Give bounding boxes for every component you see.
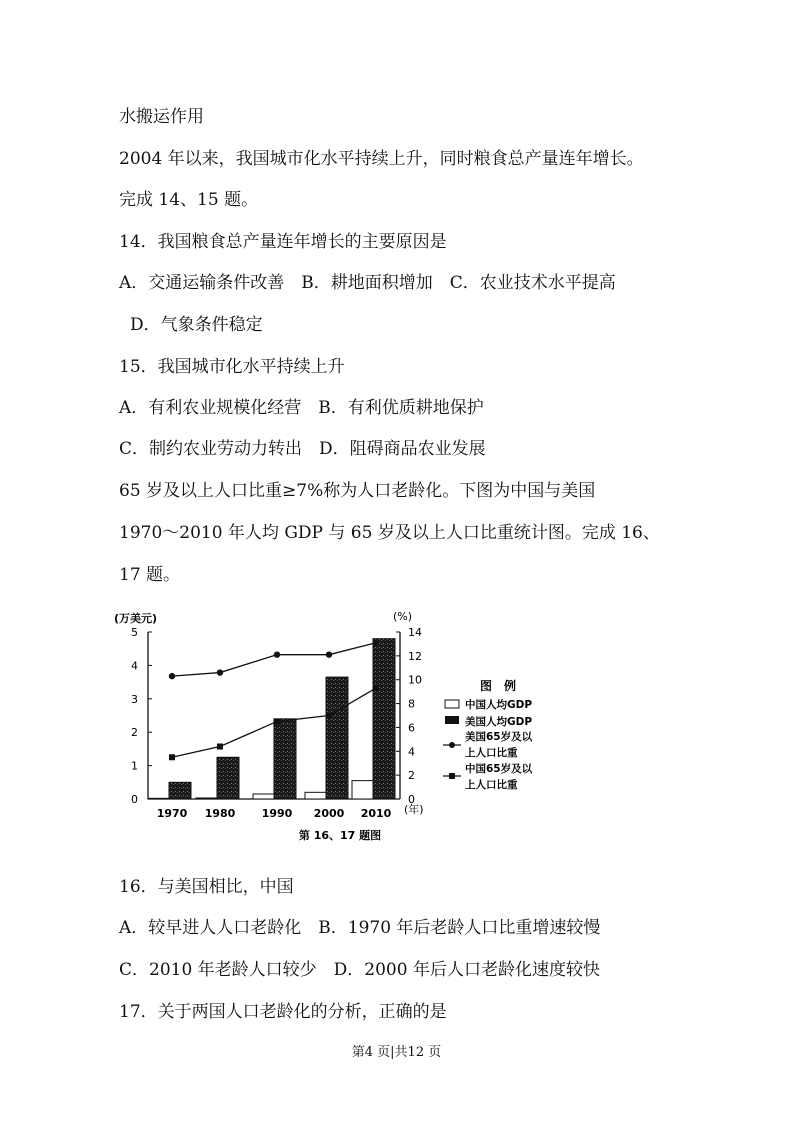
right-tick-label: 8 (408, 697, 415, 711)
question-15-options-ab: A．有利农业规模化经营 B．有利优质耕地保护 (119, 398, 484, 418)
chart-caption: 第 16、17 题图 (298, 829, 382, 842)
question-14-option-d: D．气象条件稳定 (130, 315, 263, 335)
question-15: 15．我国城市化水平持续上升 (119, 357, 345, 377)
x-tick-label: 1980 (204, 807, 236, 820)
x-axis-unit: (年) (404, 803, 424, 816)
text-line-2: 2004 年以来，我国城市化水平持续上升，同时粮食总产量连年增长。 (119, 149, 644, 169)
right-tick-label: 12 (408, 649, 422, 663)
point-usa-aging (217, 669, 223, 675)
bar-china-gdp (305, 792, 327, 799)
right-tick-label: 0 (408, 793, 415, 806)
point-china-aging (217, 744, 223, 750)
line-usa-aging (172, 643, 376, 676)
question-17: 17．关于两国人口老龄化的分析，正确的是 (119, 1002, 447, 1022)
legend-label-china-aging-2: 上人口比重 (465, 779, 518, 791)
left-axis-unit: (万美元) (114, 612, 158, 625)
intro-line-3: 17 题。 (119, 565, 181, 585)
x-tick-label: 1970 (156, 807, 188, 820)
question-16: 16．与美国相比，中国 (119, 877, 294, 897)
x-tick-label: 2010 (360, 807, 392, 820)
left-tick-label: 3 (131, 692, 138, 706)
left-tick-label: 0 (131, 793, 138, 806)
question-14-options-abc: A．交通运输条件改善 B．耕地面积增加 C．农业技术水平提高 (119, 273, 616, 293)
chart-figure (110, 602, 590, 852)
bar-china-gdp (253, 794, 275, 799)
x-tick-label: 2000 (313, 807, 345, 820)
legend-label-china-aging-1: 中国65岁及以 (465, 763, 533, 775)
intro-line-2: 1970～2010 年人均 GDP 与 65 岁及以上人口比重统计图。完成 16、 (119, 523, 660, 543)
bar-china-gdp (352, 781, 374, 799)
left-tick-label: 2 (131, 726, 138, 740)
bar-usa-gdp (169, 782, 191, 799)
intro-line-1: 65 岁及以上人口比重≥7%称为人口老龄化。下图为中国与美国 (119, 481, 596, 501)
bar-china-gdp (148, 798, 170, 799)
point-usa-aging (373, 640, 379, 646)
right-tick-label: 10 (408, 673, 422, 687)
legend-label-usa-aging-2: 上人口比重 (465, 747, 518, 759)
chart-svg (110, 602, 590, 852)
bar-usa-gdp (217, 757, 239, 799)
legend-label-usa-gdp: 美国人均GDP (465, 716, 533, 728)
legend-label-china-gdp: 中国人均GDP (465, 699, 533, 711)
legend-label-usa-aging-1: 美国65岁及以 (465, 731, 533, 743)
question-16-options-cd: C．2010 年老龄人口较少 D．2000 年后人口老龄化速度较快 (119, 960, 600, 980)
left-tick-label: 5 (131, 626, 138, 639)
text-line-3: 完成 14、15 题。 (119, 190, 259, 210)
bar-usa-gdp (373, 639, 395, 799)
right-tick-label: 4 (408, 745, 415, 759)
legend-swatch-usa-aging-marker (449, 742, 455, 748)
legend-swatch-usa-gdp (445, 716, 459, 724)
point-china-aging (169, 754, 175, 760)
point-china-aging (326, 713, 332, 719)
legend-title: 图 例 (480, 679, 517, 693)
point-usa-aging (326, 651, 332, 657)
legend-swatch-china-aging-marker (449, 773, 455, 779)
question-15-options-cd: C．制约农业劳动力转出 D．阻碍商品农业发展 (119, 439, 486, 459)
point-china-aging (373, 685, 379, 691)
point-usa-aging (274, 651, 280, 657)
question-16-options-ab: A．较早进人人口老龄化 B．1970 年后老龄人口比重增速较慢 (119, 918, 601, 938)
bar-usa-gdp (274, 719, 296, 799)
point-china-aging (274, 718, 280, 724)
right-axis-unit: (%) (393, 610, 413, 623)
left-tick-label: 1 (131, 759, 138, 773)
page-footer: 第4 页|共12 页 (351, 1045, 442, 1060)
right-tick-label: 14 (408, 626, 422, 639)
bar-usa-gdp (326, 677, 348, 799)
x-tick-label: 1990 (261, 807, 293, 820)
legend-swatch-china-gdp (445, 700, 459, 708)
point-usa-aging (169, 673, 175, 679)
left-tick-label: 4 (131, 659, 138, 673)
right-tick-label: 2 (408, 769, 415, 783)
text-line-1: 水搬运作用 (119, 107, 204, 127)
question-14: 14．我国粮食总产量连年增长的主要原因是 (119, 232, 447, 252)
bar-china-gdp (196, 798, 218, 799)
right-tick-label: 6 (408, 721, 415, 735)
